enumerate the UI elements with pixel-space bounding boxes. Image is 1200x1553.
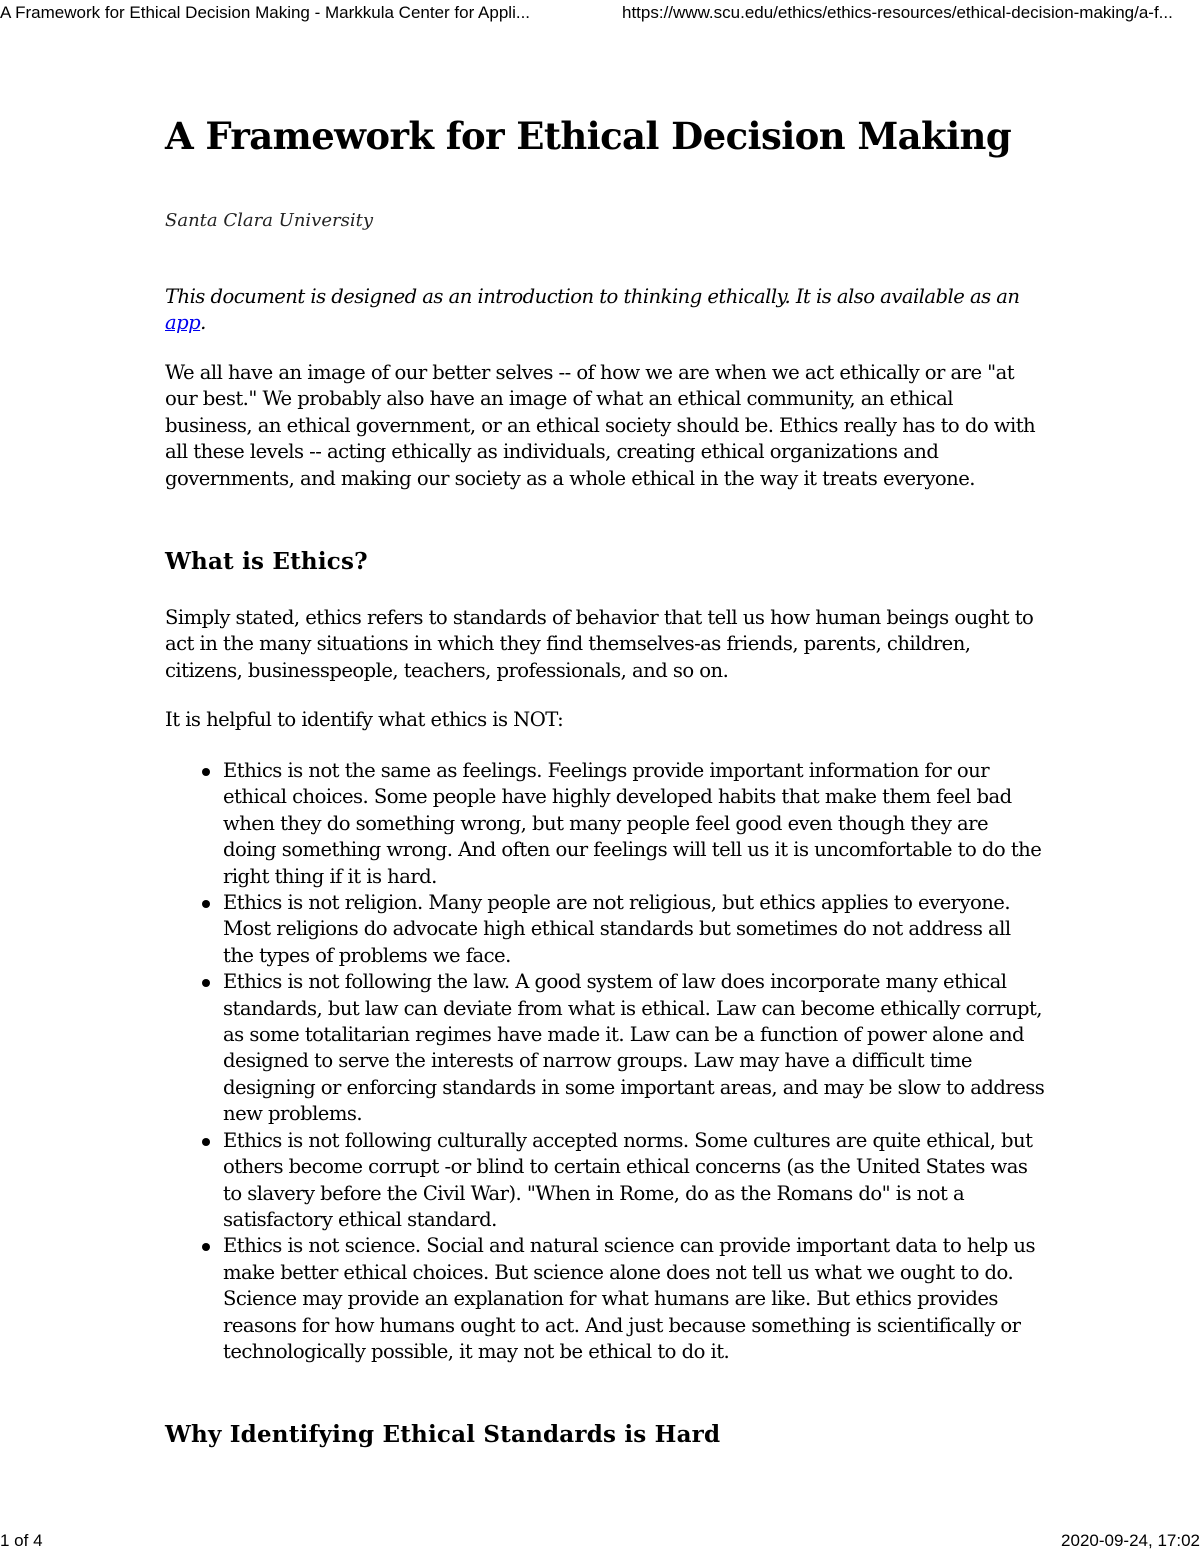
list-item [223, 890, 1045, 969]
paragraph-better-selves: We all have an image of our better selves -- of how we are when we act ethically or are "at our best." We probably also have an image of what an ethical community, an ethical business, an ethical government, or an ethical society should be. Ethics really has to do with all these levels -- acting ethically as individuals, creating ethical organizations and governments, and making our society as a whole ethical in the way it treats everyone. [165, 361, 1036, 490]
list-item-text: Ethics is not following the law. A good system of law does incorporate many ethical standards, but law can deviate from what is ethical. Law can become ethically corrupt, as some totalitarian regimes have made it. Law can be a function of power alone and designed to serve the interests of narrow groups. Law may have a difficult time designing or enforcing standards in some important areas, and may be slow to address new problems. [223, 970, 1045, 1126]
intro-text: This document is designed as an introduction to thinking ethically. It is also available as an [165, 285, 1020, 308]
bullet-icon [202, 1243, 210, 1251]
list-item-text: Ethics is not religion. Many people are not religious, but ethics applies to everyone. Most religions do advocate high ethical standards but sometimes do not address all the types of problems we face. [223, 891, 1011, 967]
ethics-is-not-list [165, 758, 1045, 1365]
paragraph-simply-stated: Simply stated, ethics refers to standards of behavior that tell us how human beings ought to act in the many situations in which they find themselves-as friends, parents, children, citizens, businesspeople, teachers, professionals, and so on. [165, 606, 1034, 682]
bullet-icon [202, 979, 210, 987]
list-item-text: Ethics is not the same as feelings. Feelings provide important information for our ethical choices. Some people have highly developed habits that make them feel bad when they do something wrong, but many people feel good even though they are doing something wrong. And often our feelings will tell us it is uncomfortable to do the right thing if it is hard. [223, 759, 1042, 888]
print-timestamp: 2020-09-24, 17:02 [1061, 1531, 1200, 1550]
list-item-text: Ethics is not science. Social and natural science can provide important data to help us make better ethical choices. But science alone does not tell us what we ought to do. Science may provide an explanation for what humans are like. But ethics provides reasons for how humans ought to act. And just because something is scientifically or technologically possible, it may not be ethical to do it. [223, 1234, 1035, 1363]
heading-what-is-ethics: What is Ethics? [165, 548, 368, 575]
bullet-icon [202, 1138, 210, 1146]
list-item [223, 1128, 1045, 1234]
list-item [223, 1233, 1045, 1365]
print-header-url: https://www.scu.edu/ethics/ethics-resources/ethical-decision-making/a-f... [622, 3, 1173, 22]
heading-why-hard: Why Identifying Ethical Standards is Hard [165, 1421, 721, 1448]
bullet-icon [202, 900, 210, 908]
print-footer [0, 1530, 1200, 1552]
list-item [223, 969, 1045, 1127]
intro-text-end: . [200, 311, 206, 335]
page-number: 1 of 4 [0, 1531, 43, 1550]
app-link[interactable]: app [165, 311, 201, 335]
bullet-icon [202, 768, 210, 776]
intro-paragraph [165, 284, 1045, 337]
page-title: A Framework for Ethical Decision Making [165, 114, 1012, 158]
list-item-text: Ethics is not following culturally accepted norms. Some cultures are quite ethical, but others become corrupt -or blind to certain ethical concerns (as the United States was to slavery before the Civil War). "When in Rome, do as the Romans do" is not a satisfactory ethical standard. [223, 1128, 1033, 1231]
print-header [0, 2, 1200, 24]
list-item [223, 758, 1045, 890]
paragraph-what-ethics-is-not: It is helpful to identify what ethics is NOT: [165, 708, 564, 731]
print-header-title: A Framework for Ethical Decision Making - Markkula Center for Appli... [0, 3, 531, 22]
organization-name: Santa Clara University [165, 210, 374, 231]
